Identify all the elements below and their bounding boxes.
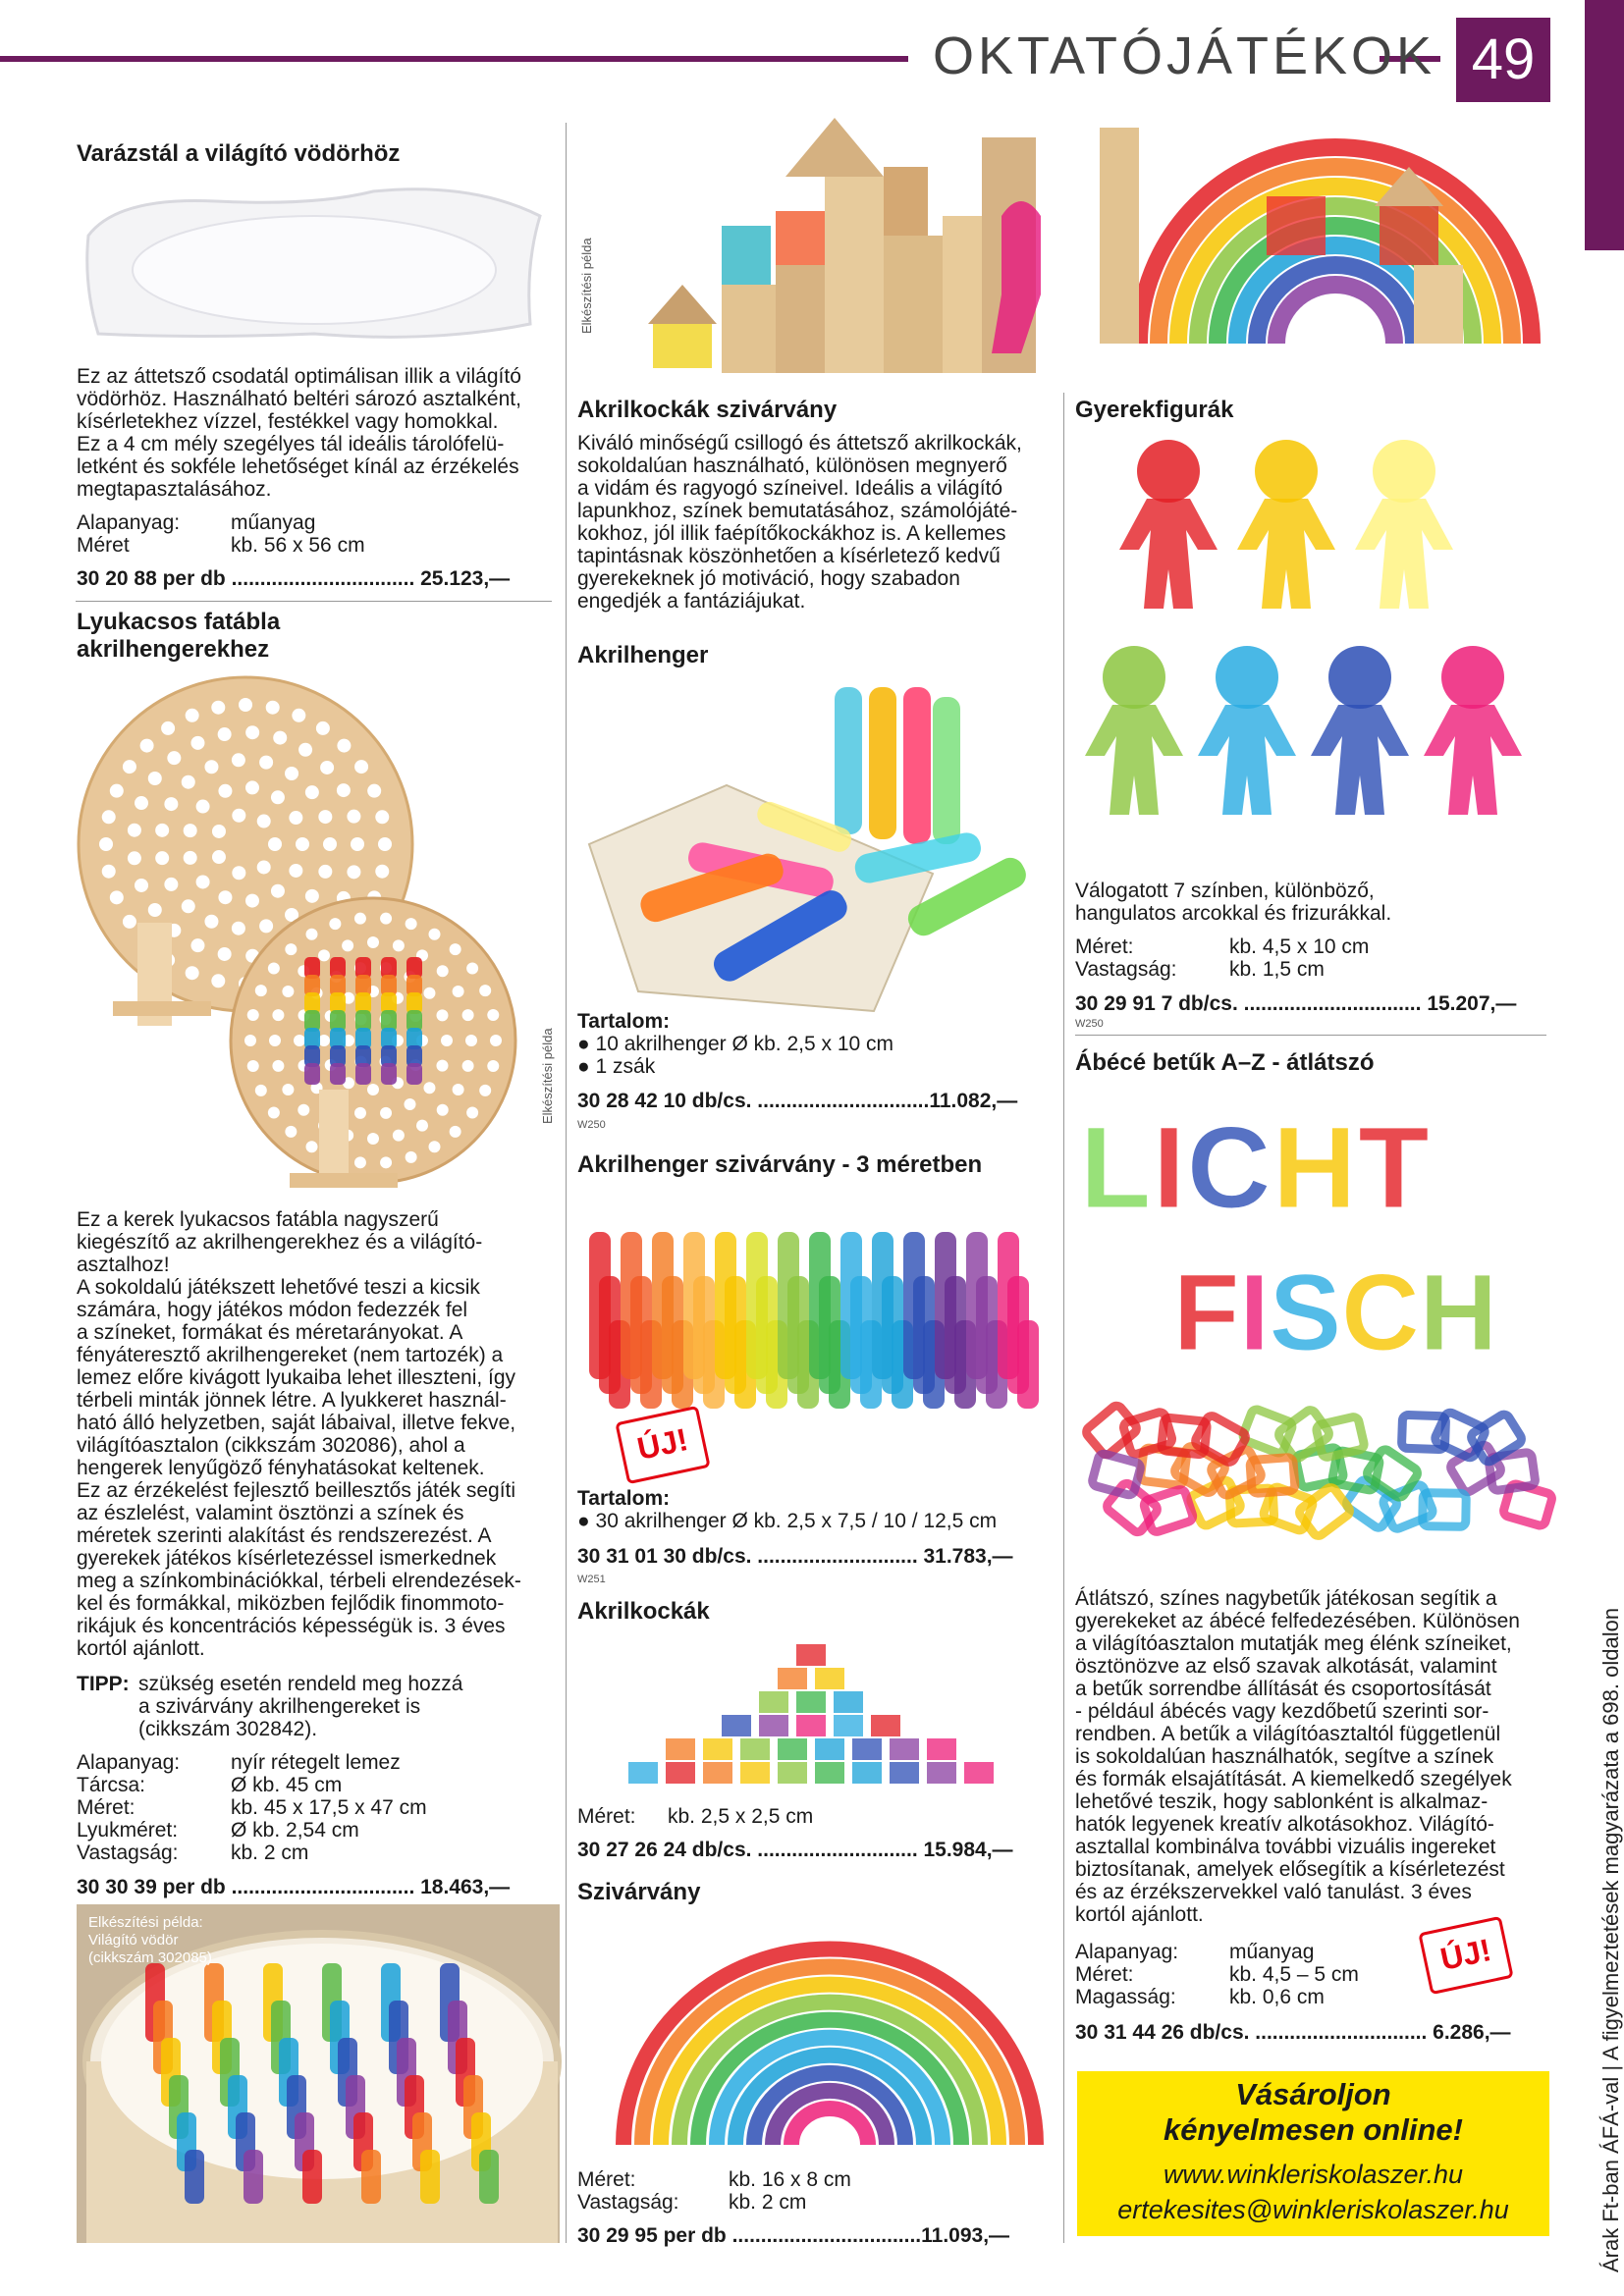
cubes-photo	[579, 1634, 1051, 1791]
product-title-acrylic-blocks-rainbow: Akrilkockák szivárvány	[577, 397, 838, 423]
promo-email-link[interactable]: ertekesites@winkleriskolaszer.hu	[1117, 2195, 1509, 2224]
warning-code: W250	[577, 1119, 606, 1131]
order-line-figures: 30 29 91 7 db/cs. ............................... 15.207,—	[1075, 992, 1517, 1015]
new-badge: ÚJ!	[615, 1406, 710, 1484]
contents-item: ● 1 zsák	[577, 1055, 656, 1078]
figures-desc: Válogatott 7 színben, különböző,	[1075, 880, 1375, 902]
product-title-bowl: Varázstál a világító vödörhöz	[77, 140, 401, 167]
contents-label: Tartalom:	[577, 1010, 671, 1033]
tip-text: szükség esetén rendeld meg hozzá	[138, 1673, 463, 1695]
order-line-bowl: 30 20 88 per db ................................ 25.123,—	[77, 567, 511, 590]
product-title-rainbow: Szivárvány	[577, 1879, 701, 1905]
warning-code: W250	[1075, 1018, 1104, 1030]
letters-word: LICHT	[1080, 1103, 1432, 1233]
order-line-cylinder: 30 28 42 10 db/cs. ..............................11.082,—	[577, 1090, 1018, 1112]
header-rule-left	[0, 56, 908, 62]
contents-item: ● 10 akrilhenger Ø kb. 2,5 x 10 cm	[577, 1033, 894, 1055]
divider	[1075, 1035, 1546, 1036]
contents-item: ● 30 akrilhenger Ø kb. 2,5 x 7,5 / 10 / 12,5 cm	[577, 1510, 998, 1532]
column-divider	[1063, 393, 1064, 2243]
figures-desc: hangulatos arcokkal és frizurákkal.	[1075, 902, 1392, 925]
letters-word: FISCH	[1173, 1253, 1498, 1373]
letters-photo	[1080, 1099, 1542, 1561]
order-line-letters: 30 31 44 26 db/cs. .............................. 6.286,—	[1075, 2021, 1511, 2044]
section-title: OKTATÓJÁTÉKOK	[933, 27, 1436, 85]
rainbow-photo	[619, 1914, 1051, 2150]
product-title-board: Lyukacsos fatábla akrilhengerekhez	[77, 609, 281, 663]
online-shop-banner[interactable]	[1077, 2071, 1549, 2236]
tip-text: (cikkszám 302842).	[138, 1718, 318, 1740]
side-tab	[1585, 0, 1624, 250]
page-number: 49	[1456, 18, 1550, 102]
promo-website-link[interactable]: www.winkleriskolaszer.hu	[1163, 2160, 1464, 2189]
new-badge: ÚJ!	[1418, 1916, 1513, 1995]
product-title-cylinder-rainbow: Akrilhenger szivárvány - 3 méretben	[577, 1151, 983, 1178]
order-line-cylinder-rainbow: 30 31 01 30 db/cs. ............................ 31.783,—	[577, 1545, 1013, 1568]
warning-code: W251	[577, 1574, 606, 1585]
contents-label: Tartalom:	[577, 1487, 671, 1510]
cylinder-photo	[579, 677, 1051, 1011]
divider	[76, 601, 552, 602]
product-title-figures: Gyerekfigurák	[1075, 397, 1234, 423]
promo-line2: kényelmesen online!	[1164, 2112, 1463, 2147]
tip-text: a szivárvány akrilhengereket is	[138, 1695, 421, 1718]
product-title-letters: Ábécé betűk A–Z - átlátszó	[1075, 1049, 1375, 1076]
product-title-cylinder: Akrilhenger	[577, 642, 709, 668]
figures-photo	[1075, 432, 1546, 864]
product-title-cubes: Akrilkockák	[577, 1598, 710, 1625]
blocks-photo	[628, 118, 1571, 383]
order-line-rainbow: 30 29 95 per db .................................11.093,—	[577, 2224, 1010, 2247]
order-line-board: 30 30 39 per db ................................ 18.463,—	[77, 1876, 511, 1898]
promo-line1: Vásároljon	[1235, 2077, 1391, 2111]
side-note: Árak Ft-ban ÁFÁ-val | A figyelmeztetések magyarázata a 698. oldalon	[1598, 1607, 1623, 2272]
photo-note: Elkészítési példa	[540, 1028, 555, 1124]
board-photo	[79, 677, 560, 1207]
tip-label: TIPP:	[77, 1673, 130, 1695]
photo-note: Elkészítési példa	[579, 238, 594, 334]
order-line-cubes: 30 27 26 24 db/cs. ............................ 15.984,—	[577, 1839, 1013, 1861]
bowl-photo	[79, 177, 550, 344]
column-divider	[566, 123, 567, 2243]
photo-caption: Elkészítési példa: Világító vödör (cikkszám 302085)	[88, 1914, 212, 1966]
